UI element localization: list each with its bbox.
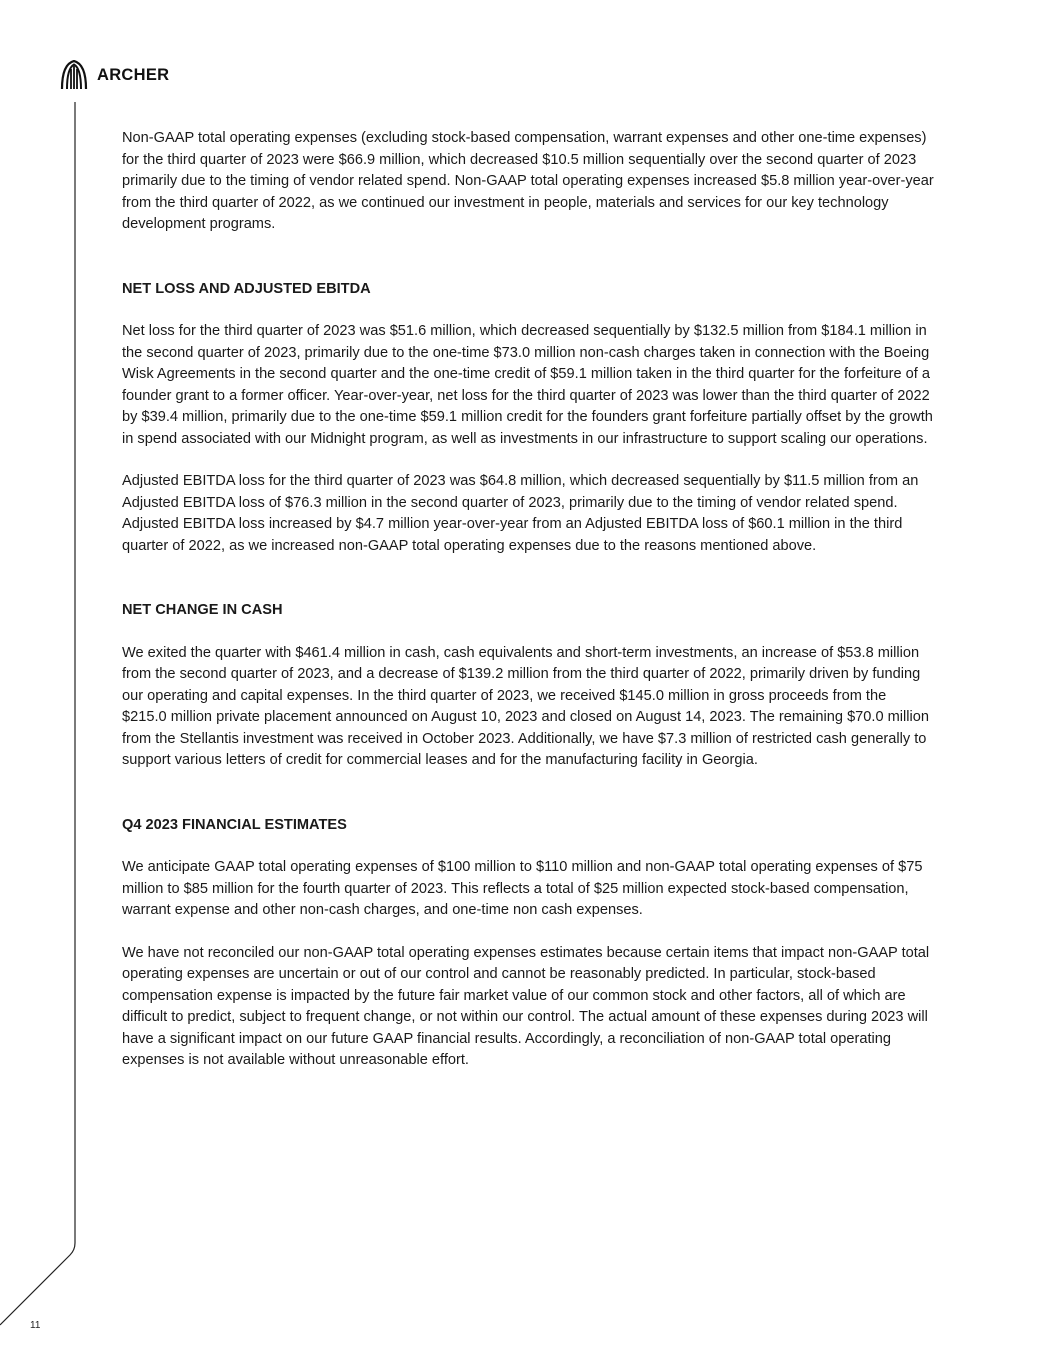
adjusted-ebitda-paragraph: Adjusted EBITDA loss for the third quarter of 2023 was $64.8 million, which decreased sequentially by $11.5 million from an Adjusted EBITDA loss of $76.3 million in the second quarter of 2023, primarily due to the timing of vendor related spend. Adjusted EBITDA loss increased by $4.7 million year-over-year from an Adjusted EBITDA loss of $60.1 million in the third quarter of 2022, as we increased non-GAAP total operating expenses due to the reasons mentioned above. — [122, 473, 919, 554]
q4-estimates-paragraph: We anticipate GAAP total operating expenses of $100 million to $110 million and non-GAAP total operating expenses of $75 million to $85 million for the fourth quarter of 2023. This reflects a total of $25 million expected stock-based compensation, warrant expense and other non-cash charges, and one-time non cash expenses. — [122, 859, 923, 918]
reconciliation-paragraph: We have not reconciled our non-GAAP total operating expenses estimates because certain items that impact non-GAAP total operating expenses are uncertain or out of our control and cannot be reasonably predicted. In particular, stock-based compensation expense is impacted by the future fair market value of our common stock and other factors, all of which are difficult to predict, subject to frequent change, or not within our control. The actual amount of these expenses during 2023 will have a significant impact on our future GAAP financial results. Accordingly, a reconciliation of non-GAAP total operating expenses is not available without unreasonable effort. — [122, 944, 930, 1068]
page-number: 11 — [30, 1320, 41, 1331]
section-heading-q4-estimates: Q4 2023 FINANCIAL ESTIMATES — [122, 816, 347, 833]
document-body — [122, 128, 934, 1072]
brand-logo — [60, 60, 169, 90]
opex-paragraph: Non-GAAP total operating expenses (excluding stock-based compensation, warrant expenses and other one-time expenses) for the third quarter of 2023 were $66.9 million, which decreased $10.5 million sequentially over the second quarter of 2023 primarily due to the timing of vendor related spend. Non-GAAP total operating expenses increased $5.8 million year-over-year from the third quarter of 2022, as we continued our investment in people, materials and services for our key technology development programs. — [122, 130, 934, 232]
net-loss-paragraph: Net loss for the third quarter of 2023 was $51.6 million, which decreased sequentially by $132.5 million from $184.1 million in the second quarter of 2023, primarily due to the one-time $73.0 million non-cash charges taken in connection with the Boeing Wisk Agreements in the second quarter and the one-time credit of $59.1 million taken in the third quarter for the forfeiture of a founder grant to a former officer. Year-over-year, net loss for the third quarter of 2023 was lower than the third quarter of 2022 by $39.4 million, primarily due to the one-time $59.1 million credit for the founders grant forfeiture partially offset by the growth in spend associated with our Midnight program, as well as investments in our infrastructure to support scaling our operations. — [122, 323, 933, 447]
section-heading-net-loss: NET LOSS AND ADJUSTED EBITDA — [122, 280, 371, 297]
brand-name: ARCHER — [97, 65, 170, 84]
archer-arch-icon — [60, 60, 88, 90]
net-change-cash-paragraph: We exited the quarter with $461.4 million in cash, cash equivalents and short-term investments, an increase of $53.8 million from the second quarter of 2023, and a decrease of $139.2 million from the third quarter of 2022, primarily driven by funding our operating and capital expenses. In the third quarter of 2023, we received $145.0 million in gross proceeds from the $215.0 million private placement announced on August 10, 2023 and closed on August 14, 2023. The remaining $70.0 million from the Stellantis investment was received in October 2023. Additionally, we have $7.3 million of restricted cash generally to support various letters of credit for commercial leases and for the manufacturing facility in Georgia. — [122, 644, 930, 768]
section-heading-net-change-cash: NET CHANGE IN CASH — [122, 602, 283, 618]
